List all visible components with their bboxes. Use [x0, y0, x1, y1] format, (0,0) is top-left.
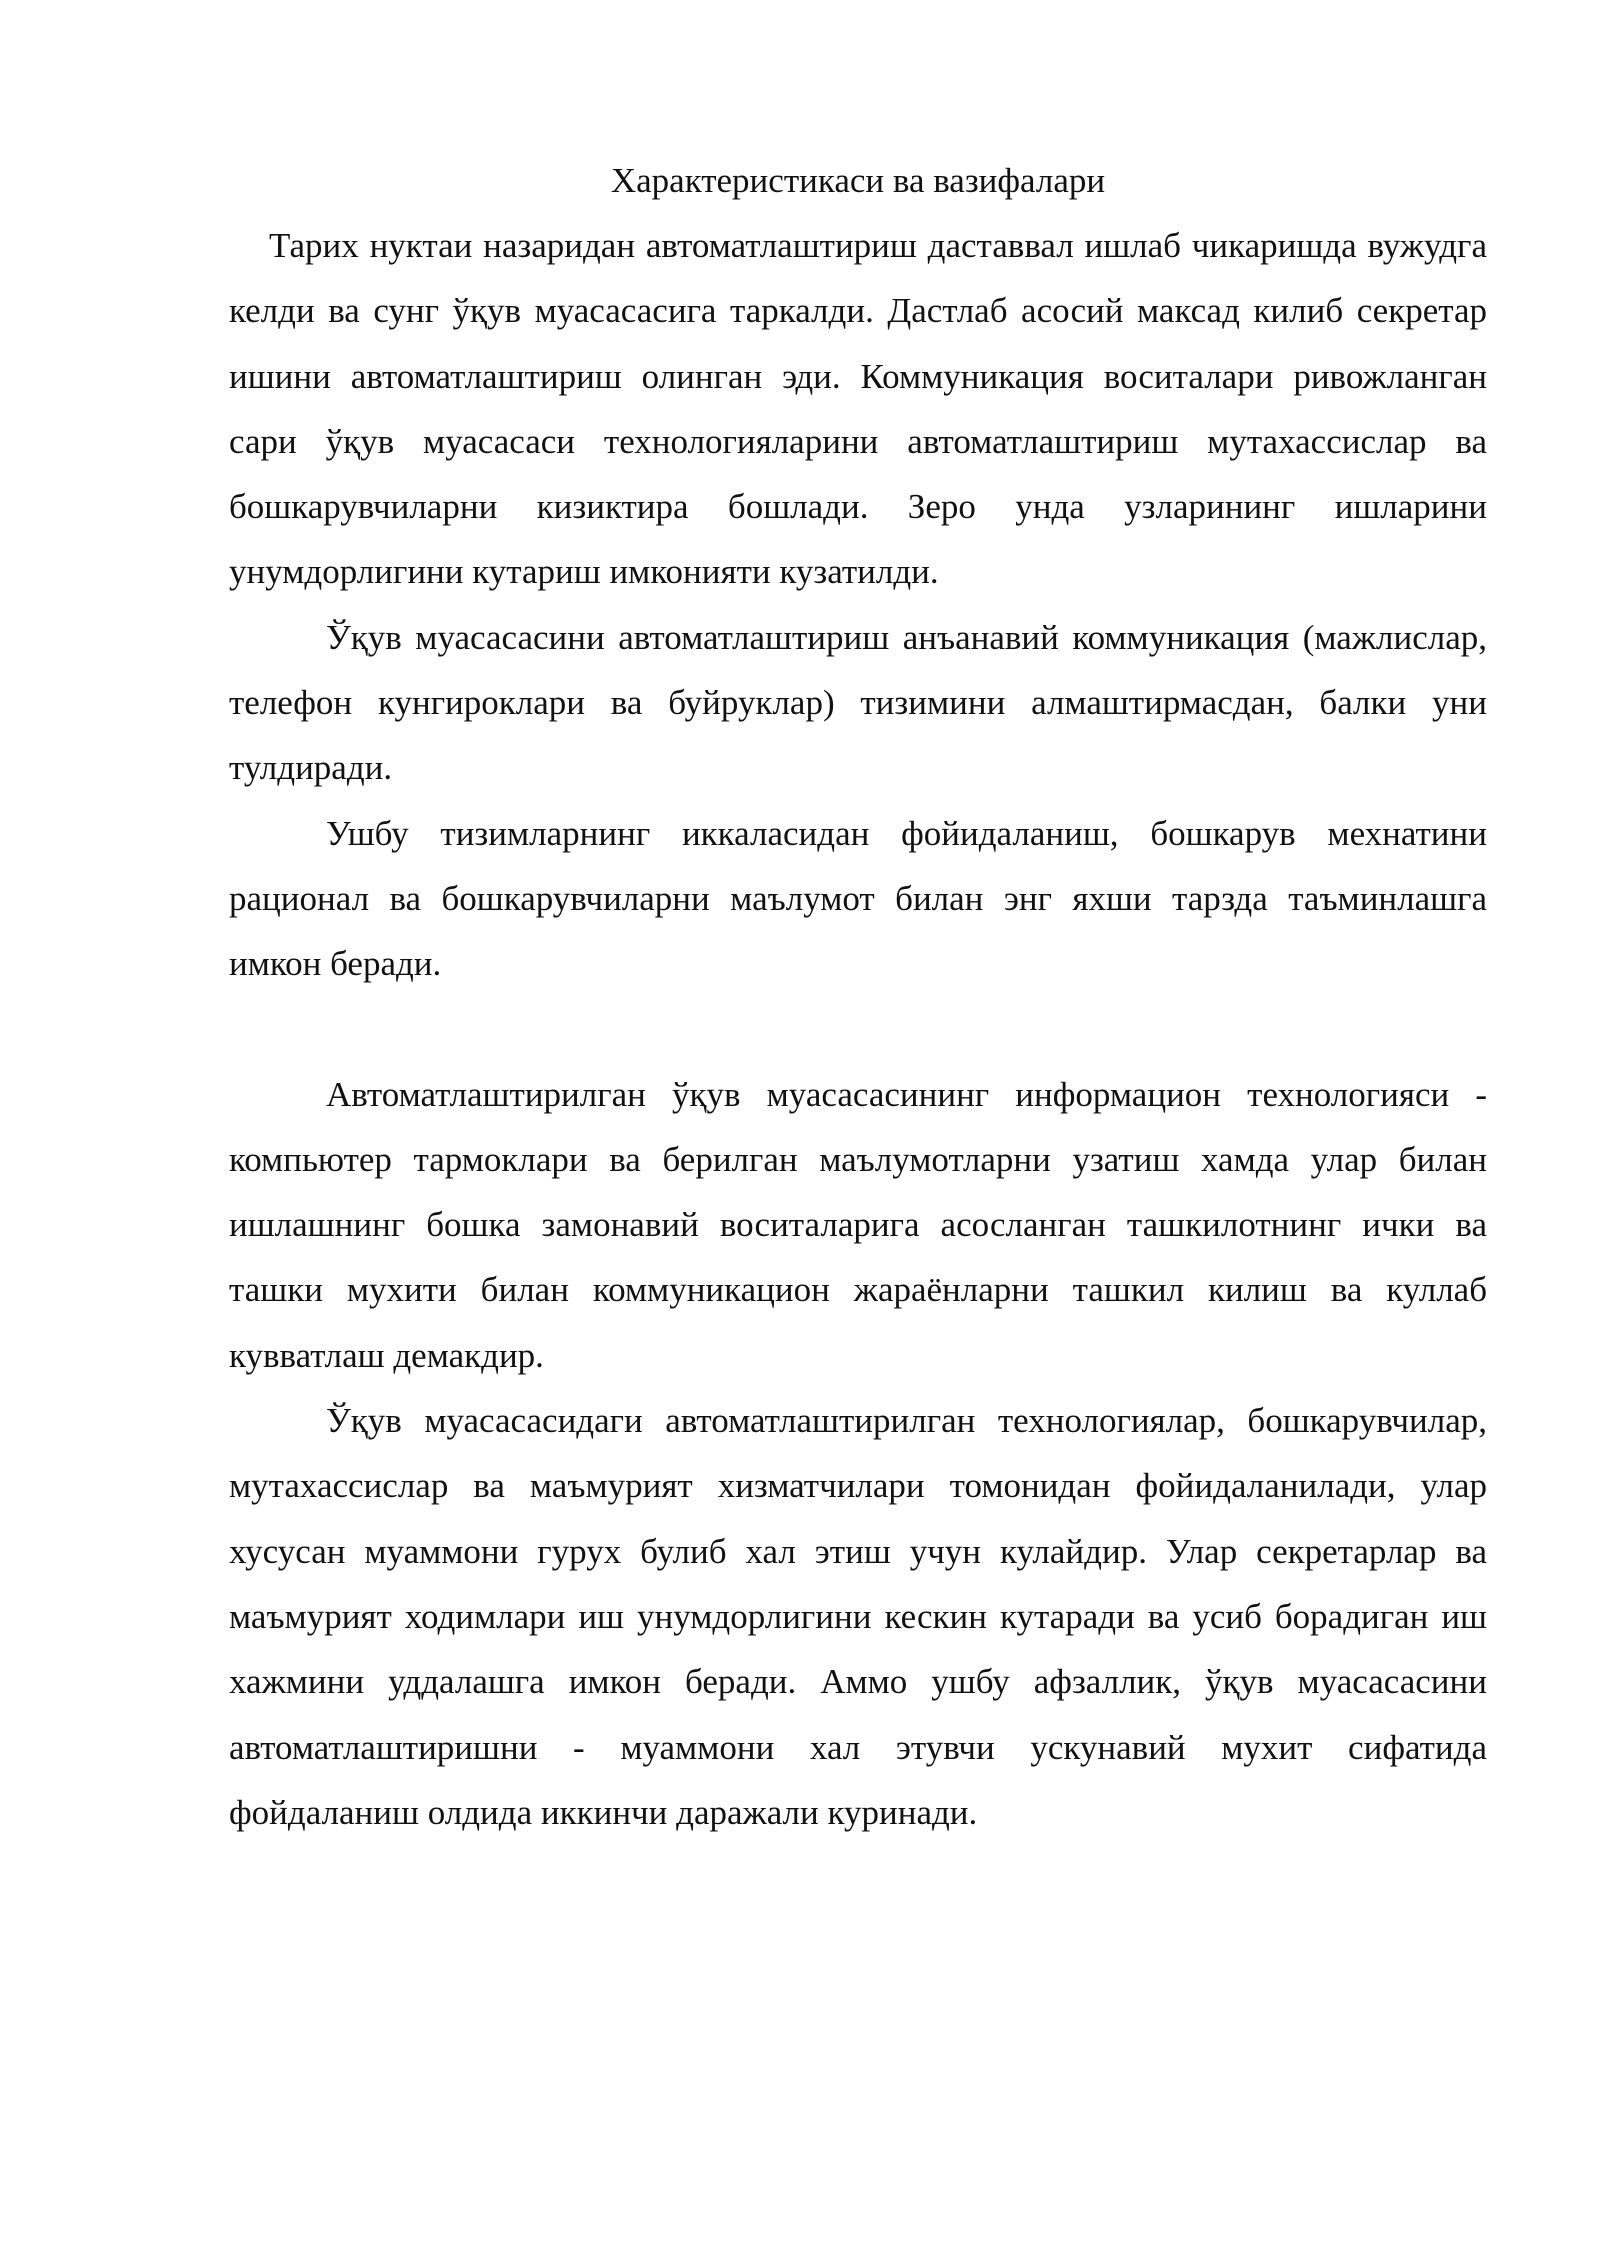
paragraph: Тарих нуктаи назаридан автоматлаштириш даставвал ишлаб чикаришда вужудга келди ва сунг ўқув муасасасига таркалди. Дастлаб асосий максад килиб секретар ишини автоматлаштириш олинган эди. Коммуникация воситалари ривожланган сари ўқув муасасаси технологияларини автоматлаштириш мутахассислар ва бошкарувчиларни кизиктира бошлади. Зеро унда узларининг ишларини унумдорлигини кутариш имконияти кузатилди. — [229, 226, 1487, 592]
document-body — [229, 148, 1487, 1845]
paragraph: Ўқув муасасасини автоматлаштириш анъанавий коммуникация (мажлислар, телефон кунгироклари ва буйруклар) тизимини алмаштирмасдан, балки уни тулдиради. — [229, 617, 1487, 788]
paragraph: Ўқув муасасасидаги автоматлаштирилган технологиялар, бошкарувчилар, мутахассислар ва маъмурият хизматчилари томонидан фойидаланилади, улар хусусан муаммони гурух булиб хал этиш учун кулайдир. Улар секретарлар ва маъмурият ходимлари иш унумдорлигини кескин кутаради ва усиб борадиган иш хажмини уддалашга имкон беради. Аммо ушбу афзаллик, ўқув муасасасини автоматлаштиришни - муаммони хал этувчи ускунавий мухит сифатида фойдаланиш олдида иккинчи даражали куринади. — [229, 1401, 1487, 1832]
paragraph: Автоматлаштирилган ўқув муасасасининг информацион технологияси - компьютер тармоклари ва берилган маълумотларни узатиш хамда улар билан ишлашнинг бошка замонавий воситаларига асосланган ташкилотнинг ички ва ташки мухити билан коммуникацион жараёнларни ташкил килиш ва куллаб кувватлаш демакдир. — [229, 1074, 1487, 1375]
paragraph: Ушбу тизимларнинг иккаласидан фойидаланиш, бошкарув мехнатини рационал ва бошкарувчиларни маълумот билан энг яхши тарзда таъминлашга имкон беради. — [229, 813, 1487, 984]
document-title: Характеристикаси ва вазифалари — [610, 161, 1106, 200]
paragraph-gap — [229, 997, 1487, 1062]
